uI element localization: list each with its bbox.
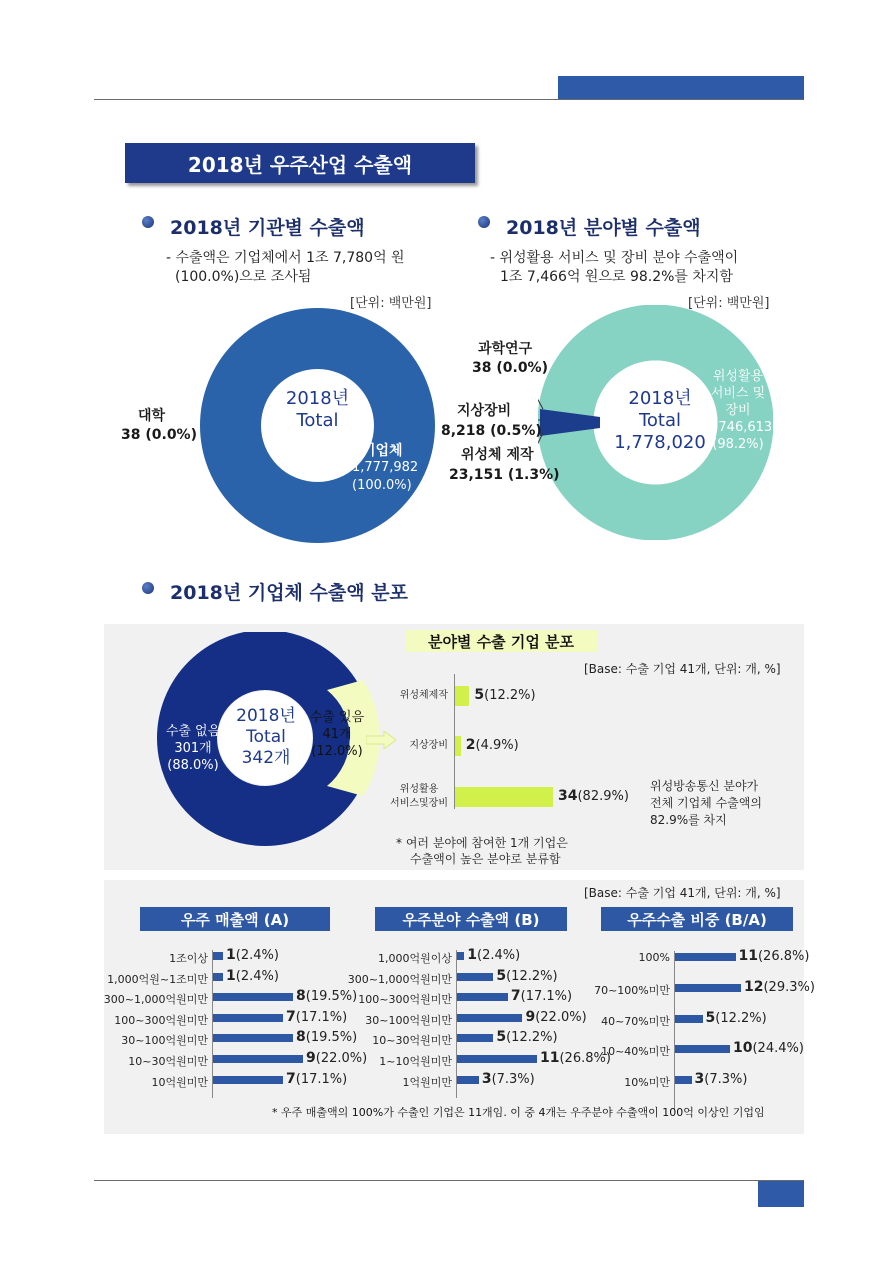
bar-value-label	[739, 948, 810, 964]
bar-category-label: 1,000억원이상	[378, 952, 452, 965]
field-comment	[650, 778, 762, 829]
header-rule	[94, 99, 804, 100]
section1-unit: [단위: 백만원]	[350, 296, 432, 311]
bar-value-label	[496, 968, 557, 984]
bar	[213, 952, 223, 960]
bullet-icon	[142, 216, 154, 228]
bar-category-label: 10~30억원미만	[128, 1055, 208, 1068]
bar	[675, 1045, 730, 1053]
field-bar-value-label	[466, 737, 519, 753]
bar-category-label: 1조이상	[169, 952, 208, 965]
bar-value: 1	[467, 947, 478, 963]
label-enterprise-name: 기업체	[362, 443, 403, 459]
label-services-value: 1,746,613	[706, 420, 773, 435]
bar-value-label	[496, 1029, 557, 1045]
center-line3: 1,778,020	[614, 432, 706, 453]
bar-percent: (17.1%)	[520, 989, 573, 1005]
bar	[675, 953, 736, 961]
center-line3: 342개	[241, 748, 291, 768]
bar-percent: (19.5%)	[305, 1030, 358, 1046]
bar-percent: (22.0%)	[535, 1009, 587, 1025]
field-note-1: * 여러 분야에 참여한 1개 기업은	[396, 836, 568, 850]
bar	[457, 973, 493, 981]
bar-value-label	[706, 1010, 767, 1026]
bar-value: 7	[286, 1008, 296, 1025]
bar	[675, 984, 741, 992]
label-services-line1: 위성활용	[712, 369, 764, 384]
field-category-label: 위성체제작	[399, 690, 448, 701]
label-ground-value: 8,218 (0.5%)	[441, 423, 542, 439]
bar	[457, 993, 508, 1001]
label-enterprise-value: 1,777,982	[352, 460, 419, 475]
label-ground-name: 지상장비	[457, 403, 512, 419]
bullet-icon	[142, 582, 154, 594]
label-export-line3: (12.0%)	[311, 744, 363, 759]
label-univ-name: 대학	[138, 408, 166, 424]
bar-value-label	[226, 968, 279, 984]
center-line1: 2018년	[285, 388, 350, 409]
bar-charts-footnote: * 우주 매출액의 100%가 수출인 기업은 11개임. 이 중 4개는 우주분야 수출액이 100억 이상인 기업임	[272, 1106, 765, 1119]
bar-category-label: 1~10억원미만	[379, 1055, 452, 1068]
bar-value: 3	[694, 1071, 705, 1088]
bar-value: 7	[510, 988, 521, 1005]
field-bar-percent: (82.9%)	[577, 789, 629, 804]
bar	[675, 1076, 692, 1084]
label-services	[706, 368, 773, 453]
label-univ-value: 38 (0.0%)	[121, 427, 197, 443]
bar-value-label	[744, 979, 815, 995]
bar-percent: (24.4%)	[752, 1041, 804, 1057]
bar-category-label: 70~100%미만	[594, 983, 670, 997]
bar	[213, 973, 223, 981]
bar-category-label: 30~100억원미만	[121, 1034, 208, 1048]
bar-percent: (26.8%)	[559, 1051, 611, 1066]
bullet-icon	[478, 216, 490, 228]
bar-percent: (7.3%)	[704, 1072, 748, 1088]
bar-value-label	[296, 1029, 357, 1045]
bar-value-label	[296, 988, 357, 1004]
footer-rule	[94, 1180, 804, 1181]
bar	[675, 1015, 703, 1023]
bar-category-label: 1억원미만	[402, 1075, 452, 1089]
field-bar-percent: (4.9%)	[475, 738, 519, 753]
label-no-export-line3: (88.0%)	[167, 758, 219, 773]
section1-desc-1: - 수출액은 기업체에서 1조 7,780억 원	[166, 250, 405, 266]
section2-desc-2: 1조 7,466억 원으로 98.2%를 차지함	[500, 269, 733, 285]
bar	[457, 952, 464, 960]
bar-value-label	[511, 988, 572, 1004]
bar-category-label: 10~30억원미만	[372, 1034, 452, 1048]
bar-category-label: 10%미만	[624, 1076, 670, 1090]
bar-percent: (22.0%)	[315, 1051, 368, 1066]
label-services-line3: 장비	[725, 403, 751, 418]
bar	[457, 1076, 479, 1084]
field-bar-value-label	[474, 687, 535, 703]
field-chart-base: [Base: 수출 기업 41개, 단위: 개, %]	[584, 662, 781, 676]
bar-value: 5	[705, 1009, 716, 1026]
bar-value: 12	[744, 978, 764, 995]
bar-value: 1	[226, 947, 236, 963]
bar-value-label	[306, 1050, 367, 1066]
field-bar	[455, 787, 553, 807]
section1-center-total: 1,778,020	[272, 433, 364, 454]
bar-value-label	[525, 1009, 586, 1025]
bar-category-label: 1,000억원~1조미만	[107, 972, 208, 986]
center-line2: Total	[296, 410, 339, 431]
bar-category-label: 300~1,000억원미만	[347, 972, 452, 986]
bar-value: 1	[226, 967, 236, 984]
label-export-line2: 41개	[322, 727, 352, 742]
bar-category-label: 10~40%미만	[601, 1045, 670, 1059]
field-note-2: 수출액이 높은 분야로 분류함	[410, 852, 561, 866]
bar-percent: (2.4%)	[477, 948, 521, 963]
bar-value-label	[467, 947, 520, 963]
chart-c-title: 우주수출 비중 (B/A)	[601, 907, 793, 931]
section1-desc-2: (100.0%)으로 조사됨	[175, 269, 312, 285]
bar	[457, 1055, 537, 1063]
label-sat-value: 23,151 (1.3%)	[449, 467, 560, 483]
center-line2: Total	[246, 727, 286, 747]
center-line1: 2018년	[628, 388, 692, 409]
bar	[213, 1055, 303, 1063]
bar	[213, 993, 293, 1001]
chart-b-title: 우주분야 수출액 (B)	[375, 907, 567, 931]
bar-percent: (12.2%)	[506, 968, 558, 984]
bar-value: 11	[738, 948, 758, 964]
bar-value-label	[286, 1009, 347, 1025]
field-chart-title: 분야별 수출 기업 분포	[405, 630, 597, 652]
bar-category-label: 10억원미만	[151, 1075, 208, 1089]
label-export-line1: 수출 있음	[309, 710, 365, 725]
bar	[213, 1014, 283, 1022]
bar-value: 9	[306, 1050, 316, 1066]
bar	[457, 1014, 522, 1022]
bar-value: 9	[525, 1008, 536, 1025]
bar-percent: (17.1%)	[295, 1071, 348, 1087]
label-no-export-line1: 수출 없음	[165, 724, 221, 739]
bar-percent: (26.8%)	[757, 949, 810, 964]
bar	[457, 1034, 493, 1042]
bar-value: 8	[296, 1029, 306, 1046]
label-no-export-line2: 301개	[174, 741, 212, 756]
chart-a-title: 우주 매출액 (A)	[140, 907, 330, 931]
label-sat-name: 위성체 제작	[461, 447, 534, 463]
footer-page-box	[758, 1181, 804, 1207]
bar-charts-base: [Base: 수출 기업 41개, 단위: 개, %]	[584, 886, 781, 900]
bar-category-label: 40~70%미만	[601, 1014, 670, 1028]
bar-percent: (17.1%)	[295, 1009, 348, 1025]
label-research-name: 과학연구	[478, 341, 533, 357]
bar-percent: (12.2%)	[715, 1010, 767, 1026]
bar-value-label	[286, 1071, 347, 1087]
bar-percent: (2.4%)	[235, 948, 279, 963]
bar-percent: (7.3%)	[491, 1071, 535, 1087]
bar	[213, 1076, 283, 1084]
header-accent-bar	[558, 76, 804, 100]
section2-center	[605, 388, 715, 454]
section1-heading: 2018년 기관별 수출액	[170, 217, 365, 239]
section1-center	[270, 388, 365, 432]
section2-unit: [단위: 백만원]	[688, 296, 770, 311]
y-axis	[674, 951, 675, 1109]
field-bar-value: 34	[558, 788, 578, 804]
bar-value-label	[695, 1071, 748, 1087]
field-bar-percent: (12.2%)	[484, 688, 536, 703]
field-bar-value: 2	[465, 737, 476, 753]
bar-value: 5	[496, 967, 507, 984]
label-export	[304, 709, 370, 760]
center-line2: Total	[638, 410, 682, 431]
bar-percent: (19.5%)	[305, 989, 358, 1005]
bar-percent: (29.3%)	[763, 979, 815, 995]
bar-category-label: 300~1,000억원미만	[103, 993, 208, 1007]
bar-category-label: 100~300억원미만	[114, 1013, 208, 1027]
bar-value: 5	[496, 1029, 507, 1046]
bar-value-label	[482, 1071, 535, 1087]
field-bar	[455, 736, 461, 756]
bar	[213, 1034, 293, 1042]
bar-percent: (12.2%)	[506, 1030, 558, 1046]
bar-value: 8	[296, 988, 306, 1005]
bar-value: 11	[540, 1050, 560, 1066]
section2-heading: 2018년 분야별 수출액	[506, 217, 701, 239]
bar-category-label: 100~300억원미만	[358, 993, 452, 1007]
field-category-label: 위성활용 서비스및장비	[390, 784, 448, 809]
section2-desc-1: - 위성활용 서비스 및 장비 분야 수출액이	[490, 250, 739, 266]
page-title: 2018년 우주산업 수출액	[125, 143, 475, 183]
label-services-pct: (98.2%)	[712, 437, 764, 452]
field-bar-chart	[372, 666, 672, 816]
bar-value: 10	[733, 1040, 753, 1057]
bar-category-label: 30~100억원미만	[365, 1013, 452, 1027]
field-category-label: 지상장비	[409, 740, 448, 751]
bar-percent: (2.4%)	[235, 968, 279, 984]
center-line1: 2018년	[236, 706, 296, 726]
section3-center	[220, 706, 312, 769]
field-bar	[455, 686, 469, 706]
bar-value-label	[226, 947, 279, 963]
bar-category-label: 100%	[638, 951, 670, 964]
label-enterprise-pct: (100.0%)	[352, 478, 412, 493]
field-comment-3: 82.9%를 차지	[650, 813, 727, 827]
field-bar-value: 5	[474, 687, 485, 703]
bar-value: 7	[286, 1070, 296, 1087]
label-research-value: 38 (0.0%)	[472, 360, 548, 376]
label-services-line2: 서비스 및	[710, 386, 766, 401]
field-comment-1: 위성방송통신 분야가	[650, 779, 759, 793]
field-comment-2: 전체 기업체 수출액의	[650, 796, 762, 810]
label-no-export	[158, 723, 228, 774]
field-bar-value-label	[558, 788, 629, 804]
section3-heading: 2018년 기업체 수출액 분포	[170, 582, 408, 604]
bar-value: 3	[481, 1070, 492, 1087]
bar-value-label	[733, 1040, 804, 1056]
